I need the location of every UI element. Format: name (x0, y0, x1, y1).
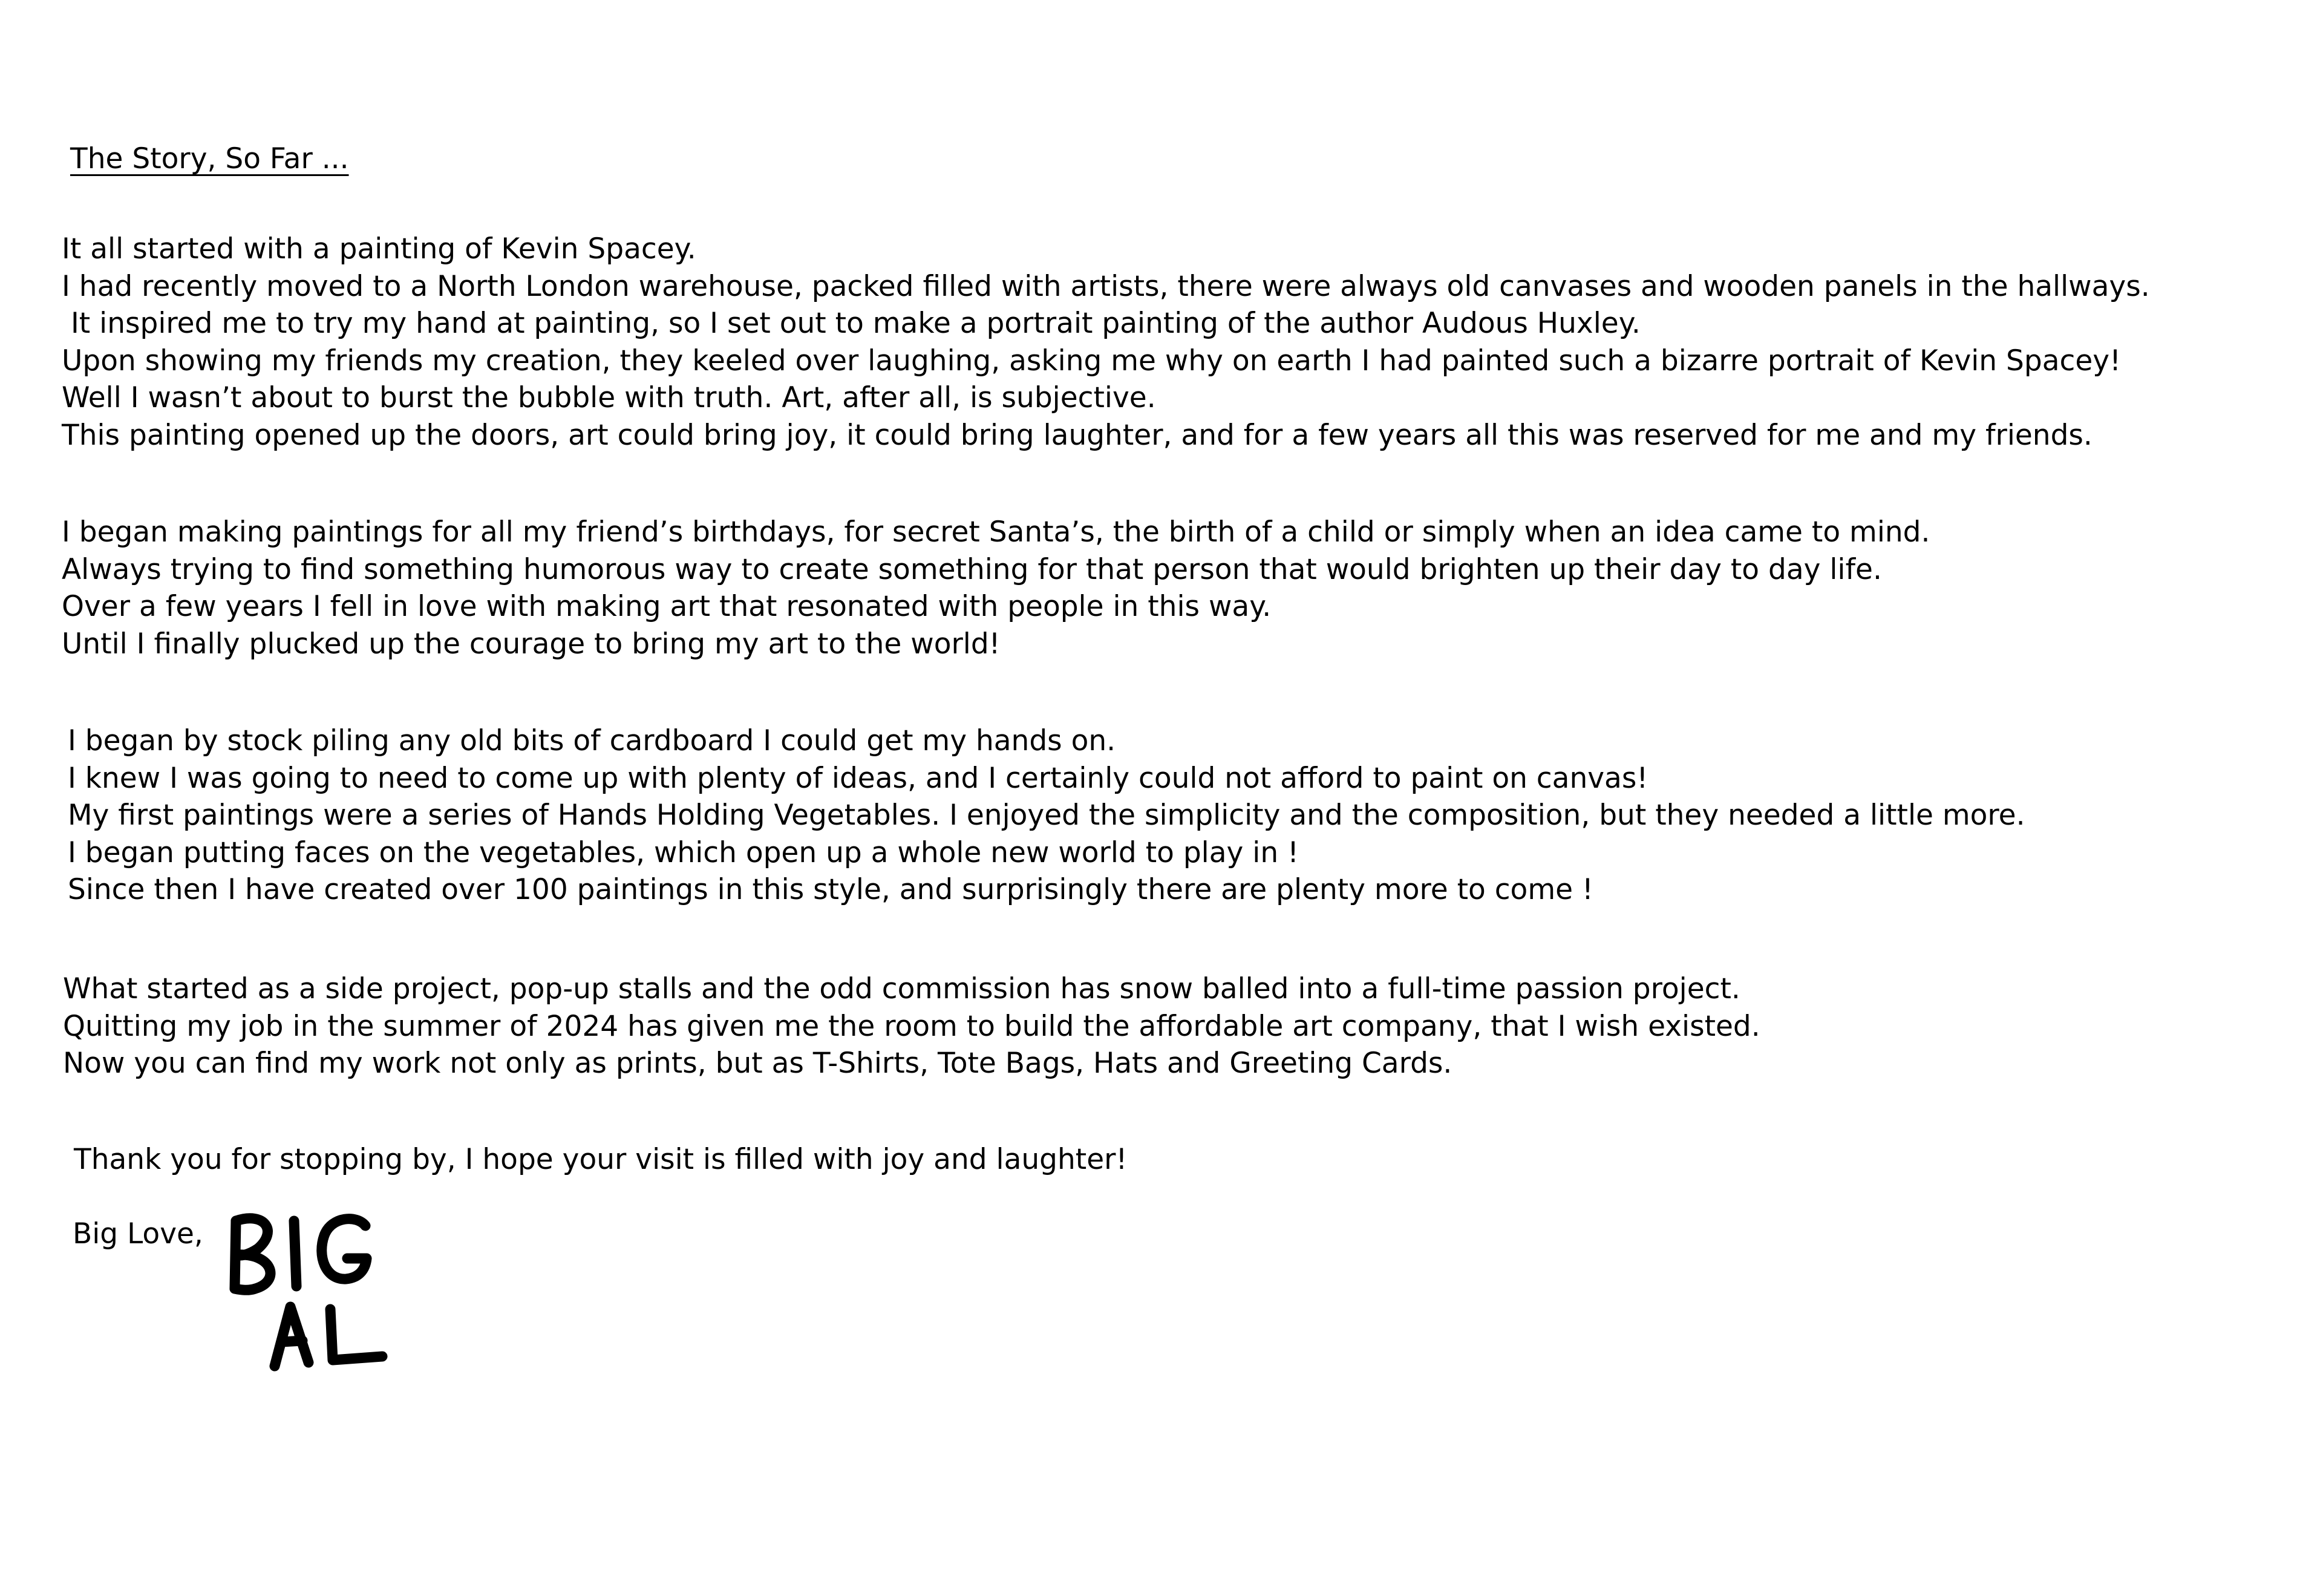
handwritten-signature (223, 1198, 416, 1379)
paragraph-line: I began by stock piling any old bits of cardboard I could get my hands on. (68, 724, 1116, 757)
paragraph-line: Quitting my job in the summer of 2024 has given me the room to build the affordable art company, that I wish existed. (63, 1009, 1760, 1043)
paragraph-line: Now you can find my work not only as prints, but as T-Shirts, Tote Bags, Hats and Greeting Cards. (63, 1047, 1452, 1080)
paragraph-line: I had recently moved to a North London warehouse, packed filled with artists, there were always old canvases and wooden panels in the hallways. (62, 269, 2150, 303)
paragraph-line: Well I wasn’t about to burst the bubble with truth. Art, after all, is subjective. (62, 381, 1156, 414)
paragraph-line: Upon showing my friends my creation, they keeled over laughing, asking me why on earth I had painted such a bizarre portrait of Kevin Spacey! (62, 344, 2121, 378)
paragraph-line: My first paintings were a series of Hands Holding Vegetables. I enjoyed the simplicity and the composition, but they needed a little more. (68, 799, 2025, 832)
page-title: The Story, So Far ... (70, 142, 349, 175)
story-paragraph-2 (62, 514, 1930, 662)
paragraph-line: This painting opened up the doors, art could bring joy, it could bring laughter, and for a few years all this was reserved for me and my friends. (62, 418, 2093, 452)
paragraph-line: Over a few years I fell in love with making art that resonated with people in this way. (62, 590, 1272, 623)
paragraph-line: I knew I was going to need to come up with plenty of ideas, and I certainly could not afford to paint on canvas! (68, 761, 1648, 795)
story-paragraph-1 (62, 231, 2150, 454)
paragraph-line: It all started with a painting of Kevin Spacey. (62, 232, 696, 266)
thank-you-line: Thank you for stopping by, I hope your visit is filled with joy and laughter! (74, 1143, 1128, 1176)
paragraph-line: Until I finally plucked up the courage to bring my art to the world! (62, 627, 1001, 661)
paragraph-line: I began putting faces on the vegetables, which open up a whole new world to play in ! (68, 836, 1299, 869)
paragraph-line: It inspired me to try my hand at painting, so I set out to make a portrait painting of the author Audous Huxley. (62, 307, 1641, 340)
story-paragraph-3 (68, 722, 2025, 909)
paragraph-line: I began making paintings for all my friend’s birthdays, for secret Santa’s, the birth of a child or simply when an idea came to mind. (62, 515, 1930, 549)
paragraph-line: What started as a side project, pop-up stalls and the odd commission has snow balled into a full-time passion project. (63, 972, 1740, 1006)
paragraph-line: Since then I have created over 100 paintings in this style, and surprisingly there are plenty more to come ! (68, 873, 1593, 906)
paragraph-line: Always trying to find something humorous way to create something for that person that would brighten up their day to day life. (62, 552, 1882, 586)
sign-off: Big Love, (73, 1217, 203, 1251)
story-paragraph-4 (63, 970, 1760, 1082)
